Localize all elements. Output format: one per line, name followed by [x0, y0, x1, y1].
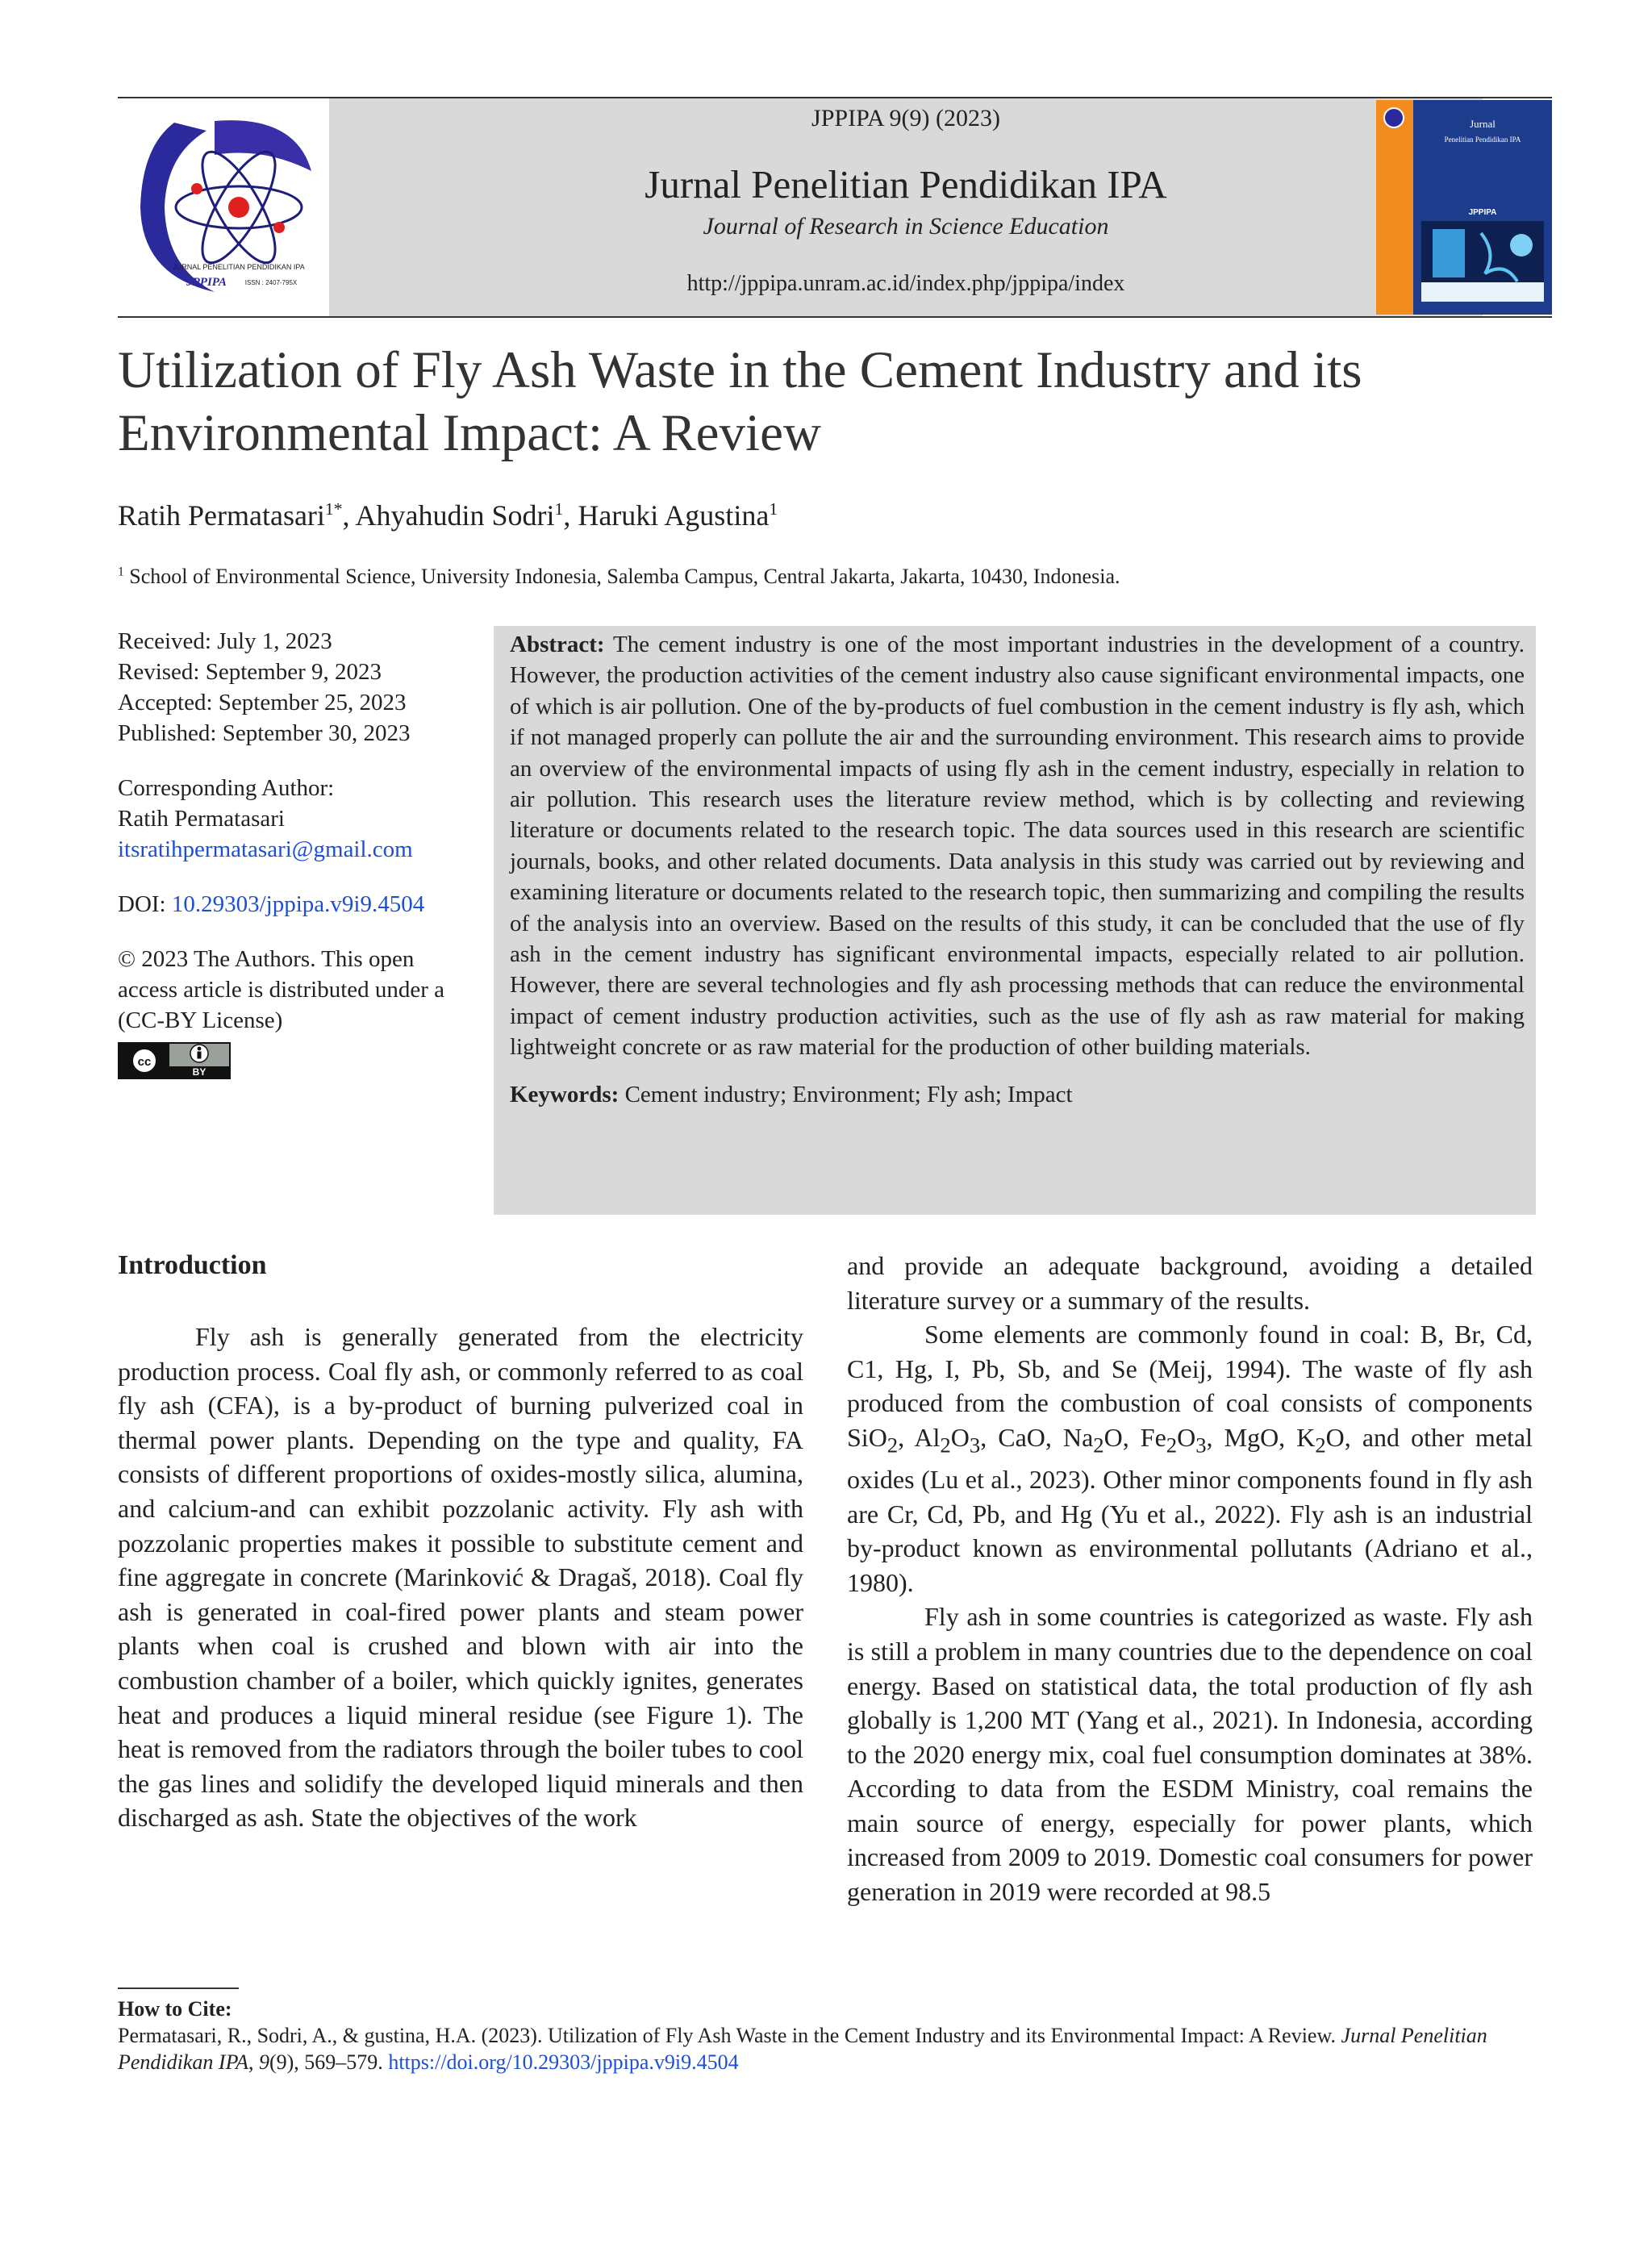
citation-authors-title: Permatasari, R., Sodri, A., & gustina, H.A. (2023). Utilization of Fly Ash Waste in the Cement Industry and its Environmental Impact: A Review.	[118, 2024, 1337, 2047]
journal-cover-image	[1376, 100, 1552, 315]
keywords-label: Keywords:	[510, 1081, 620, 1107]
corresponding-label: Corresponding Author:	[118, 775, 335, 801]
affiliation-text: School of Environmental Science, University Indonesia, Salemba Campus, Central Jakarta, Jakarta, 10430, Indonesia.	[129, 565, 1120, 588]
affiliation-mark: 1	[118, 565, 124, 579]
citation-doi-link[interactable]: https://doi.org/10.29303/jppipa.v9i9.4504	[388, 2050, 739, 2074]
citation-text: Permatasari, R., Sodri, A., & gustina, H.A. (2023). Utilization of Fly Ash Waste in the Cement Industry and its Environmental Impact: A Review. Jurnal Penelitian Pendidikan IPA, 9(9), 569–579. https://doi.org/10.29303/jppipa.v9i9.4504	[118, 2024, 1487, 2074]
citation-journal: Jurnal Penelitian Pendidikan IPA	[118, 2024, 1487, 2074]
corresponding-name: Ratih Permatasari	[118, 806, 285, 832]
abstract-body: The cement industry is one of the most important industries in the development of a country. However, the production activities of the cement industry also cause significant environmental impacts, one of which is air pollution. One of the by-products of fuel combustion in the cement industry is fly ash, which if not managed properly can pollute the air and the surrounding environment. This research aims to provide an overview of the environmental impacts of using fly ash in the cement industry, especially in relation to air pollution. This research uses the literature review method, which is by collecting and reviewing literature or documents related to the research topic. The data sources used in this research are scientific journals, books, and other related documents. Data analysis in this study was carried out by reviewing and examining literature or documents related to the research topic, then summarizing and compiling the results of the analysis into an overview. Based on the results of this study, it can be concluded that the use of fly ash in the cement industry has significant environmental impacts, especially related to air pollution. However, there are several technologies and fly ash processing methods that can reduce the environmental impact of cement industry production activities, such as the use of fly ash as raw material for making lightweight concrete or as raw material for the production of other building materials.	[510, 632, 1525, 1061]
abstract-box	[494, 626, 1536, 1215]
author-name: Ahyahudin Sodri	[355, 499, 555, 532]
author-affiliation-mark: 1*	[324, 499, 343, 519]
journal-title: Jurnal Penelitian Pendidikan IPA	[645, 162, 1167, 206]
keywords-list: Cement industry; Environment; Fly ash; Impact	[624, 1081, 1073, 1107]
svg-text:cc: cc	[137, 1055, 152, 1069]
article-meta	[118, 626, 473, 1079]
abstract-label: Abstract:	[510, 632, 605, 657]
author-list: Ratih Permatasari$^{1*}$, Ahyahudin Sodri$^1$, Haruki Agustina$^1$	[118, 499, 778, 532]
body-column-left	[118, 1249, 803, 1835]
paragraph: Fly ash is generally generated from the electricity production process. Coal fly ash, or commonly referred to as coal fly ash (CFA), is a by-product of burning pulverized coal in thermal power plants. Depending on the type and quality, FA consists of different proportions of oxides-mostly silica, alumina, and calcium-and can exhibit pozzolanic activity. Fly ash with pozzolanic properties makes it possible to substitute cement and fine aggregate in concrete (Marinković & Dragaš, 2018). Coal fly ash is generated in coal-fired power plants and steam power plants when coal is crushed and blown with air into the combustion chamber of a boiler, which quickly ignites, generates heat and produces a liquid mineral residue (see Figure 1). The heat is removed from the radiators through the boiler tubes to cool the gas lines and solidify the developed liquid minerals and then discharged as ash. State the objectives of the work	[118, 1322, 803, 1833]
volume-label: JPPIPA 9(9) (2023)	[811, 105, 1000, 131]
journal-subtitle: Journal of Research in Science Education	[703, 213, 1109, 240]
paragraph: and provide an adequate background, avoiding a detailed literature survey or a summary of the results.	[847, 1251, 1533, 1315]
section-heading-introduction: Introduction	[118, 1250, 267, 1280]
doi-label: DOI:	[118, 891, 172, 917]
affiliation	[118, 565, 1120, 589]
article-title: Utilization of Fly Ash Waste in the Cement Industry and its Environmental Impact: A Review	[118, 341, 1362, 462]
how-to-cite-label: How to Cite:	[118, 1997, 232, 2021]
svg-text:ISSN : 2407-795X: ISSN : 2407-795X	[244, 279, 298, 286]
footnote-rule	[118, 1987, 239, 1989]
keywords	[510, 1079, 1525, 1110]
cc-by-license-icon[interactable]	[118, 1042, 231, 1079]
journal-url[interactable]: http://jppipa.unram.ac.id/index.php/jppipa/index	[686, 271, 1125, 296]
paragraph: Fly ash in some countries is categorized as waste. Fly ash is still a problem in many countries due to the dependence on coal energy. Based on statistical data, the total production of fly ash globally is 1,200 MT (Yang et al., 2021). In Indonesia, according to the 2020 energy mix, coal fuel consumption dominates at 38%. According to data from the ESDM Ministry, coal remains the main source of energy, especially for power plants, which increased from 2009 to 2019. Domestic coal consumers for power generation in 2019 were recorded at 98.5	[847, 1602, 1533, 1907]
doi-line	[118, 889, 473, 920]
author-name: Haruki Agustina	[578, 499, 770, 532]
paragraph-text: Some elements are commonly found in coal: B, Br, Cd, C1, Hg, I, Pb, Sb, and Se (Meij, 1994). The waste of fly ash produced from the combustion of coal consists of components SiO	[847, 1320, 1533, 1452]
doi-link[interactable]: 10.29303/jppipa.v9i9.4504	[171, 891, 425, 917]
author-affiliation-mark: 1	[769, 499, 778, 519]
journal-header	[118, 97, 1552, 318]
license-text: © 2023 The Authors. This open access article is distributed under a (CC-BY License)	[118, 946, 445, 1033]
svg-text:JPPIPA: JPPIPA	[186, 276, 227, 289]
author-name: Ratih Permatasari	[118, 499, 325, 532]
author-affiliation-mark: 1	[554, 499, 564, 519]
published-date: Published: September 30, 2023	[118, 720, 411, 746]
svg-text:JPPIPA: JPPIPA	[1468, 208, 1497, 217]
abstract-text	[510, 629, 1525, 1063]
how-to-cite	[118, 1996, 1546, 2075]
citation-volume: 9	[258, 2050, 269, 2074]
journal-logo	[118, 98, 329, 316]
body-column-right	[847, 1249, 1533, 1909]
corresponding-email-link[interactable]: itsratihpermatasari@gmail.com	[118, 836, 413, 862]
paragraph-text: Other minor components found in fly ash are Cr, Cd, Pb, and Hg (Yu et al., 2022). Fly ash is an industrial by-product known as environmental pollutants (Adriano et al., 1980).	[847, 1464, 1533, 1597]
svg-text:JURNAL PENELITIAN PENDIDIKAN I: JURNAL PENELITIAN PENDIDIKAN IPA	[173, 263, 305, 271]
revised-date: Revised: September 9, 2023	[118, 659, 382, 685]
svg-text:Jurnal: Jurnal	[1470, 118, 1496, 130]
svg-text:Penelitian Pendidikan IPA: Penelitian Pendidikan IPA	[1444, 136, 1521, 144]
citation-issue-pages: (9), 569–579.	[269, 2050, 383, 2074]
accepted-date: Accepted: September 25, 2023	[118, 690, 407, 715]
header-banner	[329, 98, 1483, 316]
received-date: Received: July 1, 2023	[118, 628, 332, 654]
cc-by-badge: BY	[169, 1066, 229, 1078]
paragraph-with-formulas: Some elements are commonly found in coal: B, Br, Cd, C1, Hg, I, Pb, Sb, and Se (Meij, 1994). The waste of fly ash produced from the combustion of coal consists of components SiO$_2$, $Al_2O_3$, CaO, $Na_2O$, $Fe_2O_3$, MgO, $K_2O$, and other metal oxides (Lu et al., 2023). Other minor components found in fly ash are Cr, Cd, Pb, and Hg (Yu et al., 2022). Fly ash is an industrial by-product known as environmental pollutants (Adriano et al., 1980).	[847, 1320, 1533, 1597]
